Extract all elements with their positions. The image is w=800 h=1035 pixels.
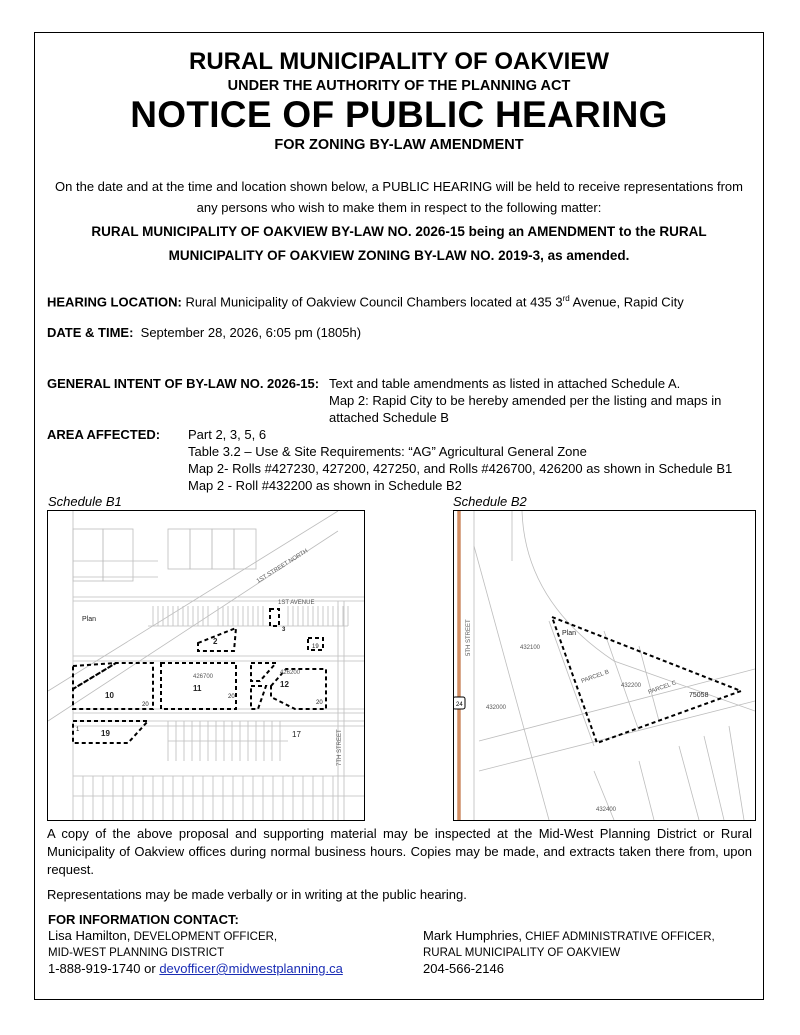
- label-plan: Plan: [82, 616, 97, 623]
- label-roll-75058: 75058: [689, 692, 709, 699]
- contact-left: [48, 928, 343, 977]
- label-lot-17: 17: [292, 730, 301, 739]
- bylaw-line-1: RURAL MUNICIPALITY OF OAKVIEW BY-LAW NO. 2026-15 being an AMENDMENT to the RURAL: [91, 224, 707, 239]
- schedule-b2-svg: [454, 511, 755, 820]
- hearing-location-tail: Avenue, Rapid City: [569, 294, 684, 310]
- area-line-4: Map 2 - Roll #432200 as shown in Schedule B2: [188, 478, 462, 493]
- intent-label: GENERAL INTENT OF BY-LAW NO. 2026-15:: [47, 376, 320, 391]
- area-line-3: Map 2- Rolls #427230, 427200, 427250, and Rolls #426700, 426200 as shown in Schedule B1: [188, 461, 733, 476]
- contact-left-title: DEVELOPMENT OFFICER,: [130, 931, 278, 943]
- label-lot-3: 3: [282, 627, 286, 633]
- label-roll-426200: 426200: [280, 670, 301, 676]
- municipality-title: RURAL MUNICIPALITY OF OAKVIEW: [189, 48, 609, 75]
- schedule-b1-title: Schedule B1: [48, 494, 122, 509]
- label-lot-20b: 20: [142, 702, 149, 708]
- label-roll-432100: 432100: [520, 645, 541, 651]
- date-time-text: September 28, 2026, 6:05 pm (1805h): [140, 325, 362, 340]
- hearing-location-sup: rd: [562, 294, 570, 303]
- label-lot-12: 12: [280, 680, 289, 689]
- intro-line-2: any persons who wish to make them in respect to the following matter:: [196, 200, 602, 215]
- contact-left-phone: 1-888-919-1740 or: [48, 961, 160, 976]
- label-lot-2: 2: [213, 637, 218, 646]
- contact-left-name: Lisa Hamilton,: [48, 928, 131, 943]
- contact-right: [423, 928, 715, 977]
- label-7th-street: 7TH STREET: [337, 729, 343, 766]
- hearing-location: [47, 290, 684, 310]
- label-lot-1: 1: [76, 727, 80, 733]
- date-time: [47, 324, 361, 341]
- area-text: [188, 426, 732, 494]
- intent-line-3: attached Schedule B: [329, 410, 449, 425]
- hearing-location-label: HEARING LOCATION:: [47, 294, 182, 310]
- bylaw-statement: [34, 220, 764, 268]
- label-plan: Plan: [562, 630, 577, 637]
- authority-line: UNDER THE AUTHORITY OF THE PLANNING ACT: [227, 78, 571, 94]
- label-lot-11: 11: [193, 684, 202, 693]
- copy-paragraph: A copy of the above proposal and supporting material may be inspected at the Mid-West Planning District or Rural Municipality of Oakview offices during normal business hours. Copies may be made, and extracts taken there from, upon request.: [47, 826, 752, 877]
- label-roll-432200: 432200: [621, 683, 642, 689]
- contact-right-name: Mark Humphries,: [423, 928, 522, 943]
- contact-heading: FOR INFORMATION CONTACT:: [48, 912, 239, 927]
- label-lot-20c: 20: [316, 700, 323, 706]
- contact-right-org: RURAL MUNICIPALITY OF OAKVIEW: [423, 947, 621, 959]
- notice-title: NOTICE OF PUBLIC HEARING: [130, 94, 668, 135]
- label-roll-432000: 432000: [486, 705, 507, 711]
- area-line-1: Part 2, 3, 5, 6: [188, 427, 267, 442]
- representations-paragraph: Representations may be made verbally or in writing at the public hearing.: [47, 887, 467, 902]
- intro-text: [34, 176, 764, 218]
- contact-left-org: MID-WEST PLANNING DISTRICT: [48, 947, 225, 959]
- label-lot-19b: 19: [101, 729, 110, 738]
- hearing-location-text: Rural Municipality of Oakview Council Chambers located at 435 3: [185, 294, 563, 310]
- label-roll-426700: 426700: [193, 674, 214, 680]
- label-1st-avenue: 1ST AVENUE: [278, 600, 315, 606]
- intent-line-1: Text and table amendments as listed in attached Schedule A.: [329, 376, 681, 391]
- intent-line-2: Map 2: Rapid City to be hereby amended per the listing and maps in: [329, 393, 722, 408]
- schedule-b2-title: Schedule B2: [453, 494, 527, 509]
- schedule-b2-map: [453, 510, 756, 821]
- bylaw-line-2: MUNICIPALITY OF OAKVIEW ZONING BY-LAW NO. 2019-3, as amended.: [168, 248, 630, 263]
- label-lot-10: 10: [105, 691, 114, 700]
- label-1st-street-north: 1ST STREET NORTH: [255, 548, 310, 585]
- label-parcel-b: PARCEL B: [580, 669, 610, 685]
- area-line-2: Table 3.2 – Use & Site Requirements: “AG” Agricultural General Zone: [188, 444, 587, 459]
- schedule-b1-map: [47, 510, 365, 821]
- highway-shield-label: 24: [456, 702, 463, 708]
- label-parcel-c: PARCEL C: [647, 680, 678, 696]
- notice-subtitle: FOR ZONING BY-LAW AMENDMENT: [274, 137, 524, 153]
- intent-text: [329, 375, 721, 426]
- contact-email-link[interactable]: devofficer@midwestplanning.ca: [159, 961, 343, 976]
- label-lot-20a: 20: [228, 694, 235, 700]
- intro-line-1: On the date and at the time and location shown below, a PUBLIC HEARING will be held to receive representations from: [55, 179, 743, 194]
- date-time-label: DATE & TIME:: [47, 325, 134, 340]
- area-label: AREA AFFECTED:: [47, 427, 161, 442]
- label-5th-street: 5TH STREET: [466, 619, 472, 656]
- label-lot-19a: 19: [312, 644, 319, 650]
- contact-right-phone: 204-566-2146: [423, 961, 504, 976]
- schedule-b1-svg: [48, 511, 364, 820]
- contact-right-title: CHIEF ADMINISTRATIVE OFFICER,: [521, 931, 715, 943]
- label-roll-432400: 432400: [596, 807, 617, 813]
